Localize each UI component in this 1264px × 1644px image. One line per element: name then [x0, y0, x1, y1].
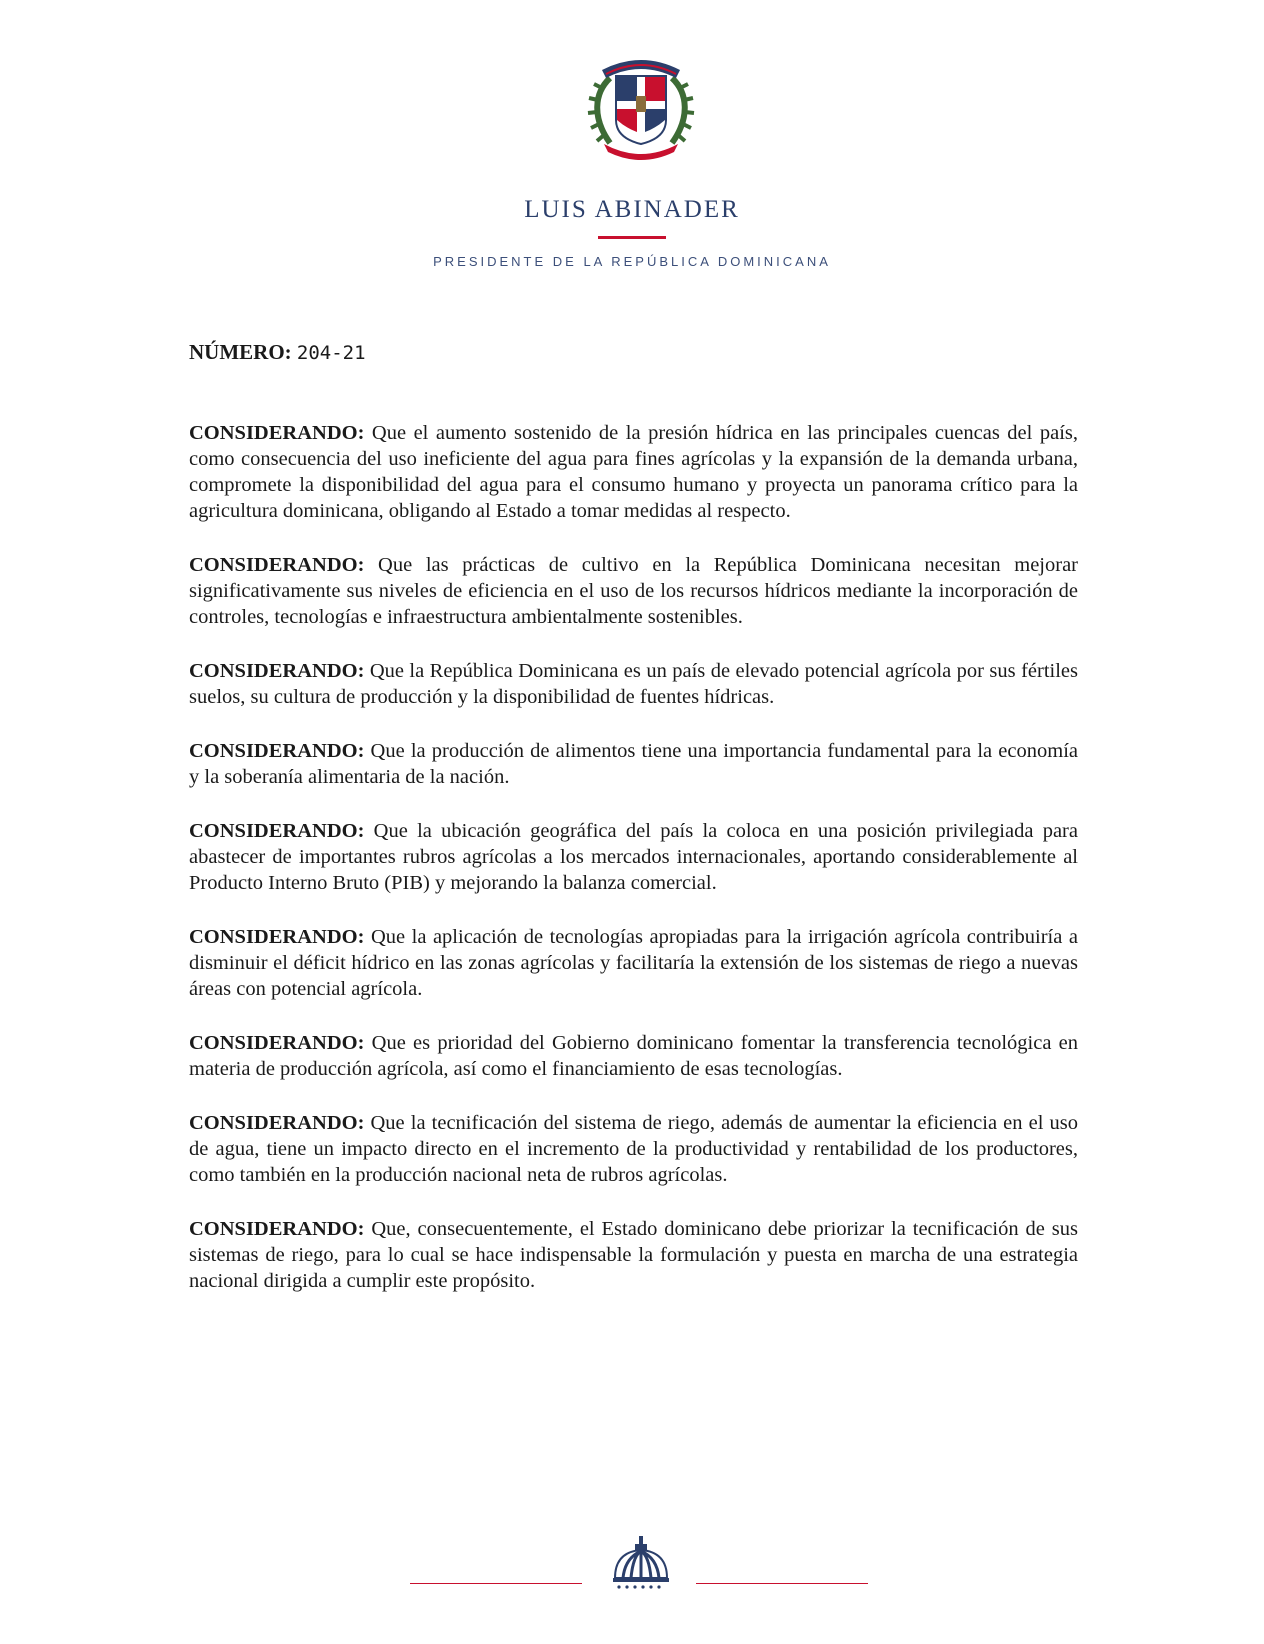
considerando-keyword: CONSIDERANDO:: [189, 1218, 365, 1240]
considerando-section: [189, 420, 1078, 1322]
considerando-paragraph: [189, 420, 1078, 524]
considerando-text: Que el aumento sostenido de la presión hídrica en las principales cuencas del país, como consecuencia del uso ineficiente del agua para fines agrícolas y la expansión de la demanda urbana, compromete la disponibilidad del agua para el consumo humano y proyecta un panorama crítico para la agricultura dominicana, obligando al Estado a tomar medidas al respecto.: [189, 422, 1078, 522]
considerando-keyword: CONSIDERANDO:: [189, 422, 365, 444]
coat-of-arms-icon: [580, 48, 702, 160]
president-name: LUIS ABINADER: [524, 196, 740, 223]
considerando-keyword: CONSIDERANDO:: [189, 740, 365, 762]
considerando-paragraph: [189, 552, 1078, 630]
footer-rule-right: [696, 1583, 868, 1584]
considerando-paragraph: [189, 924, 1078, 1002]
decree-number-value: 204-21: [296, 342, 366, 364]
considerando-text: Que es prioridad del Gobierno dominicano fomentar la transferencia tecnológica en materia de producción agrícola, así como el financiamiento de esas tecnologías.: [189, 1032, 1078, 1080]
palace-dome-icon: [609, 1534, 673, 1592]
considerando-text: Que la República Dominicana es un país de elevado potencial agrícola por sus fértiles suelos, su cultura de producción y la disponibilidad de fuentes hídricas.: [189, 660, 1078, 708]
considerando-text: Que las prácticas de cultivo en la República Dominicana necesitan mejorar significativamente sus niveles de eficiencia en el uso de los recursos hídricos mediante la incorporación de controles, tecnologías e infraestructura ambientalmente sostenibles.: [189, 554, 1078, 628]
considerando-keyword: CONSIDERANDO:: [189, 1032, 365, 1054]
considerando-text: Que la producción de alimentos tiene una importancia fundamental para la economía y la soberanía alimentaria de la nación.: [189, 740, 1078, 788]
considerando-paragraph: [189, 818, 1078, 896]
considerando-keyword: CONSIDERANDO:: [189, 660, 365, 682]
considerando-text: Que, consecuentemente, el Estado dominicano debe priorizar la tecnificación de sus sistemas de riego, para lo cual se hace indispensable la formulación y puesta en marcha de una estrategia nacional dirigida a cumplir este propósito.: [189, 1218, 1078, 1292]
name-divider: [598, 236, 666, 239]
considerando-text: Que la tecnificación del sistema de riego, además de aumentar la eficiencia en el uso de agua, tiene un impacto directo en el incremento de la productividad y rentabilidad de los productores, como también en la producción nacional neta de rubros agrícolas.: [189, 1112, 1078, 1186]
considerando-text: Que la ubicación geográfica del país la coloca en una posición privilegiada para abastecer de importantes rubros agrícolas a los mercados internacionales, aportando considerablemente al Producto Interno Bruto (PIB) y mejorando la balanza comercial.: [189, 820, 1078, 894]
considerando-keyword: CONSIDERANDO:: [189, 554, 365, 576]
considerando-text: Que la aplicación de tecnologías apropiadas para la irrigación agrícola contribuiría a disminuir el déficit hídrico en las zonas agrícolas y facilitaría la extensión de los sistemas de riego a nuevas áreas con potencial agrícola.: [189, 926, 1078, 1000]
considerando-paragraph: [189, 658, 1078, 710]
considerando-paragraph: [189, 1030, 1078, 1082]
considerando-keyword: CONSIDERANDO:: [189, 1112, 365, 1134]
decree-number: [189, 340, 366, 365]
considerando-paragraph: [189, 1216, 1078, 1294]
considerando-keyword: CONSIDERANDO:: [189, 820, 365, 842]
considerando-paragraph: [189, 1110, 1078, 1188]
footer-rule-left: [410, 1583, 582, 1584]
president-title: PRESIDENTE DE LA REPÚBLICA DOMINICANA: [433, 254, 831, 269]
considerando-keyword: CONSIDERANDO:: [189, 926, 365, 948]
decree-number-label: NÚMERO:: [189, 340, 292, 364]
considerando-paragraph: [189, 738, 1078, 790]
